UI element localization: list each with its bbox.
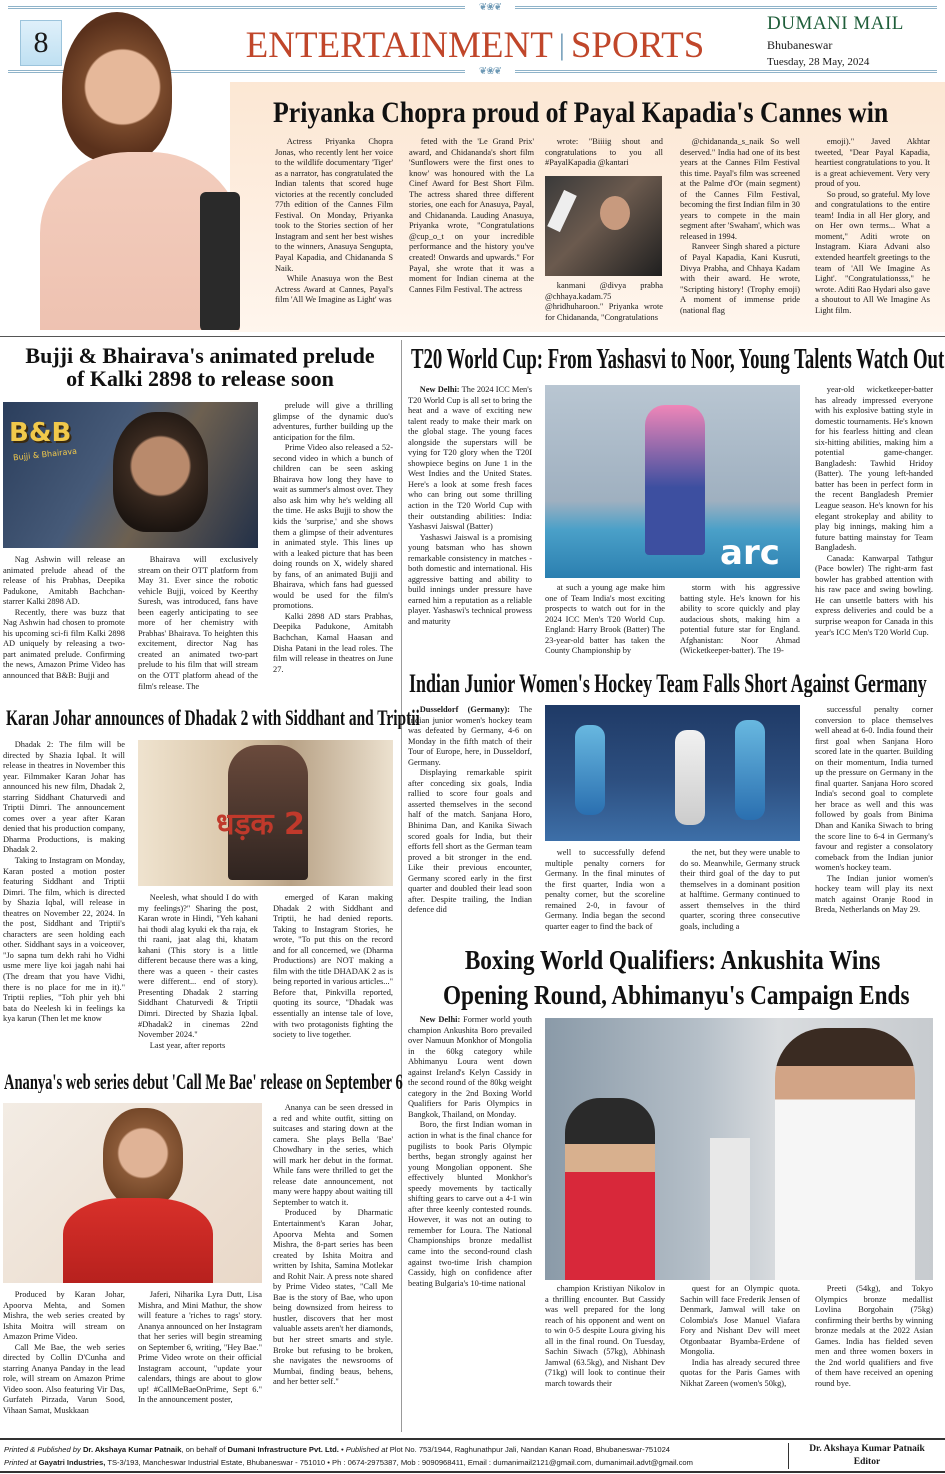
boxing-col-4 [815,1284,933,1432]
ananya-photo [3,1103,262,1283]
dhadak-title: धड़क 2 [216,807,305,842]
dateline: New Delhi: [419,385,460,394]
boxing-col-2 [545,1284,665,1432]
paragraph: emoji)." Javed Akhtar tweeted, "Dear Payal Kapadia, heartiest congratulations to you. It is a great achievement. Very very proud of you. [815,137,930,189]
footer-divider [788,1443,789,1469]
paragraph: champion Kristiyan Nikolov in a thrilling encounter. But Cassidy was well prepared for the long reach of his opponent and went on to win 0-5 despite Loura giving his all in the final round. On Tuesday, Sachin Siwach (57kg), Abhinash Jamwal (63.5kg), and Nishant Dev (71kg) will look to continue their march towards their [545,1284,665,1388]
paragraph: Nag Ashwin will release an animated prelude ahead of the release of his Prabhas, Deepika Padukone, Amitabh Bachchan-starrer Kalki 2898 AD. [3,555,125,607]
hockey-headline: Indian Junior Women's Hockey Team Falls Short Against Germany [409,670,927,698]
ananya-headline: Ananya's web series debut 'Call Me Bae' release on September 6 [4,1070,403,1094]
section-sports: SPORTS [570,25,705,66]
boxing-col-3 [680,1284,800,1432]
karan-col-1 [3,740,125,1064]
dhadak-poster [138,740,393,886]
karan-col-3 [273,893,393,1063]
t20-col-1: New Delhi: The 2024 ICC Men's T20 World Cup is all set to bring the heat and a wave of exciting new talent ready to make their mark on the global stage. The young faces alongside the superstars will be vying for T20 glory when the T20I showpiece begins on June 1 in the West Indies and the United States. Here's a look at some fresh faces who can bring out some thrilling action in the T20 World Cup with their outstanding abilities: India: Yashasvi Jaiswal (Batter) Yashaswi Jaiswal is a promising young batsman who has shown remarkable consistency in matches - both domestic and international. His aggressive batting and ability to build innings under pressure have earned him a reputation as a reliable player. Yashaswi's technical prowess and maturity [408,385,532,627]
dateline: New Delhi: [419,1015,461,1024]
paragraph: quest for an Olympic quota. Sachin will face Frederik Jensen of Denmark, Jamwal will take on Colombia's Jose Manuel Viafara Fory and Nishant Dev will meet Otgonbaatar Byamba-Erdene of Mongolia. [680,1284,800,1357]
paragraph: @chidananda_s_naik So well deserved." India had one of its best years at the Cannes Film Festival this time. Payal's film was screened at the Palme d'Or (main segment) of the Cannes Film Festival, becoming the first Indian film in 30 years to compete in the main segment after 'Swaham', which was released in 1994. [680,137,800,241]
footer-bottom-rule [0,1471,945,1473]
boxing-headline: Boxing World Qualifiers: Ankushita Wins Opening Round, Abhimanyu's Campaign Ends [442,945,910,1010]
paragraph: storm with his aggressive batting style. He's known for his ability to score quickly and play audacious shots, making him a potential future star for England. Afghanistan: Noor Ahmad (Wicketkeeper-batter). The 19- [680,583,800,656]
footer-rule [0,1438,945,1440]
paragraph: the net, but they were unable to do so. Meanwhile, Germany struck their third goal of the day to put themselves in a dominant position at halftime. Germany continued to assert themselves in the third quarter, scoring three consecutive goals, including a [680,848,800,931]
t20-col-3 [680,583,800,667]
section-title: ENTERTAINMENT | SPORTS [245,25,705,66]
paragraph: Recently, there was buzz that Nag Ashwin had chosen to promote his upcoming sci-fi film Kalki 2898 AD uniquely by releasing a two-part animated prelude. Confirming the news, Amazon Prime Video has announced that B&B: Bujji and [3,607,125,681]
payal-photo [545,176,662,276]
hockey-col-1: Dusseldorf (Germany): The Indian junior women's hockey team was defeated by Germany, 4-6 on Monday in the fifth match of their Tour of Europe, here, in Dusseldorf, Germany. Displaying remarkable spirit after conceding six goals, India rallied to score four goals and asserted themselves in the second half of the match. Sanjana Horo, Bhinima Dan, and Kanika Siwach scored goals for India, but their efforts fell short as the German team proved a bit stronger in the end. Like their previous encounter, Germany scored early in the first quarter and doubled their lead soon after. Despite trailing, the Indian defence did [408,705,532,915]
priyanka-col-2 [409,137,534,327]
hockey-col-4 [815,705,933,937]
paragraph: Jaferi, Niharika Lyra Dutt, Lisa Mishra, and Mini Mathur, the show will feature a 'riches to rags' story. Ananya announced on her Instagram that her series will begin streaming on September 6, writing, "Hey Bae." Prime Video wrote on their official Instagram account, "update your calendars, things are about to glow up! #CallMeBaeOnPrime, Sept 6." In the announcement poster, [138,1290,262,1405]
section-entertainment: ENTERTAINMENT [245,25,553,66]
bb-logo: B&B [9,418,72,448]
paragraph: Ananya can be seen dressed in a red and white outfit, sitting on suitcases and staring down at the camera. She plays Bella 'Bae' Chowdhary in the series, which will mark her debut in the format. While fans were thrilled to get the release date announcement, not many were happy about waiting till September to watch it. [273,1103,393,1207]
paragraph: kanmani @divya prabha @chhaya.kadam.75 @hridhuharoon." Priyanka wrote for Chidananda, "Congratulations [545,281,663,322]
editor-title: Editor [853,1457,881,1467]
paragraph: Ranveer Singh shared a picture of Payal Kapadia, Kani Kusruti, Divya Prabha, and Chhaya Kadam with their award. He wrote, "Scripting history! (Trophy emoji) A moment of immense pride (national flag [680,242,800,315]
karan-col-2 [138,893,258,1063]
paragraph: Dhadak 2: The film will be directed by Shazia Iqbal. It will release in theatres in November this year. Filmmaker Karan Johar has announced his new film, Dhadak 2, starring Siddhant Chaturvedi and Triptii Dimri. The announcement comes over a year after Karan denied that his production company, Dharma Productions, is making Dhadak 2. [3,740,125,855]
imprint: Printed & Published by Dr. Akshaya Kumar Patnaik, on behalf of Dumani Infrastructure Pvt. Ltd. • Published at Plot No. 753/1944, Raghunathpur Jali, Nandan Kanan Road, Bhubaneswar-751024 Printed at Gayatri Industries, TS-3/193, Mancheswar Industrial Estate, Bhubaneswar - 751010 • Ph : 0674-2975387, Mob : 9090968411, Email : dumanimail2121@gmail.com, dumanimail.advt@gmail.com [4,1445,693,1467]
dateline: Dusseldorf (Germany): [419,705,510,714]
paragraph: The Indian junior women's hockey team will play its next match against Oranje Rood in Breda, Netherlands on May 29. [815,873,933,915]
priyanka-col-3b [545,281,663,327]
paragraph: Bhairava will exclusively stream on their OTT platform from May 31. Ever since the robotic vehicle Bujji, voiced by Keerthy Suresh, was introduced, fans have been eagerly anticipating to see more of her chemistry with Prabhas' Bhairava. To heighten this excitement, director Nag has created an animated two-part prelude to his film that will stream on the OTT platform ahead of the film's release. The [138,555,258,691]
t20-col-2 [545,583,665,667]
bb-logo-sub: Bujji & Bhairava [12,446,78,463]
paragraph: Canada: Kanwarpal Tathgur (Pace bowler) The right-arm fast bowler has grabbed attention with his raw pace and swing bowling. He can unsettle batters with his express deliveries and could be a surprise weapon for Canada in this year's ICC Men's T20 World Cup. [815,553,933,637]
paragraph: Neelesh, what should I do with my feelings)?" Sharing the post, Karan wrote in Hindi, "Yeh kahani hai thodi alag kyuki ek tha raja, ek thi raani, jaat alag thi, khatam kahani (This story is a little different because there was a king, there was a queen - their castes were different... end of story). Presenting Dhadak 2 starring Siddhant Chaturvedi & Triptii Dimri. Directed by Shazia Iqbal. #Dhadak2 in cinemas 22nd November 2024." [138,893,258,1040]
paragraph: Produced by Karan Johar, Apoorva Mehta, and Somen Mishra, the web series created by Ishita Moitra will stream on Amazon Prime Video. [3,1290,125,1342]
paragraph: emerged of Karan making Dhadak 2 with Siddhant and Triptii, he had denied reports. Taking to Instagram Stories, he wrote, "To put this on the record and for all concerned, we (Dharma Productions) are NOT making a film with the title DHADAK 2 as is being reported in various articles..." Before that, Pinkvilla reported, quoting its source, "Dhadak was essentially an intense tale of love, with two protagonists fighting the society to live together. [273,893,393,1040]
page-number: 8 [20,20,62,66]
priyanka-col-5 [815,137,930,327]
paragraph: feted with the 'Le Grand Prix' award, and Chidananda's short film 'Sunflowers were the first ones to know' was honoured with the La Cinef Award for Best Short Film. The actress shared three different stories, one each for Anasuya, Payal, and Chidananda. Lauding Anasuya, Priyanka wrote, "Congratulations @cup_o_t on your incredible performance and the history you've created! Onwards and upwards." For Payal, she wrote that it was a moment for Indian cinema at the Cannes Film Festival. The actress [409,137,534,294]
hockey-col-3 [680,848,800,937]
boxing-photo [545,1018,933,1280]
paragraph: Last year, after reports [149,1040,226,1050]
paragraph: Actress Priyanka Chopra Jonas, who recently lent her voice to the wildlife documentary 'Tiger' as a narrator, has congratulated the Indian talents that scored huge victories at the recently concluded 77th edition of the Cannes Film Festival. On Monday, Priyanka took to the Stories section of her Instagram and sent her best wishes to the winners, Anasuya Sengupta, Payal Kapadia, and Chidananda S Naik. [275,137,393,273]
hockey-photo [545,705,800,841]
column-divider [401,340,402,1432]
paragraph: wrote: "Biiiig shout and congratulations to you all #PayalKapadia @kantari [545,137,663,168]
priyanka-photo [30,12,270,330]
ananya-col-2 [138,1290,262,1432]
paragraph: well to successfully defend multiple penalty corners for Germany. In the final minutes of the first quarter, India won a penalty corner, but the scoreline remained 2-0, in favour of Germany. India began the second quarter eager to find the back of [545,848,665,931]
ananya-col-3 [273,1103,393,1433]
priyanka-col-4 [680,137,800,327]
paragraph: Produced by Dharmatic Entertainment's Karan Johar, Apoorva Mehta and Somen Mishra, the 8-part series has been created by Ishita Moitra and written by Ishita, Samina Motlekar and Rohit Nair. A press note shared by Prime Video states, "Call Me Bae is the story of Bae, who upon being downsized from heiress to hustler, discovers that her most valuable assets aren't her diamonds, but her street smarts and style. Broke but refusing to be broken, she navigates the newsrooms of Mumbai, finding beaus, behens, and her better self." [273,1208,393,1387]
paragraph: Taking to Instagram on Monday, Karan posted a motion poster featuring Siddhant and Triptii Dimri. The film, which is directed by Shazia Iqbal, will release in theatres on November 22, 2024. In the post, Siddhant and Triptii's characters are seen holding each other. Siddhant says in a voiceover, "Jo sapna tum dekh rahi ho Vidhi usme mere liye koi jagah nahi hai (The dream that you have Vidhi, there is no place for me in it)." Triptii replies, "Toh phir yeh bhi bata do Neelesh ki in feelings ka kya karun (Then let me know [3,856,125,1024]
t20-col-4 [815,385,933,667]
divider [0,336,945,337]
bujji-col-3 [273,401,393,701]
paper-name: DUMANI MAIL [767,13,904,34]
bujji-photo [3,402,258,548]
bujji-col-1 [3,555,125,701]
paragraph: year-old wicketkeeper-batter has already impressed everyone with his explosive batting style in domestic tournaments. He's known for his fearless hitting and clean six-hitting abilities, making him a potential game-changer. Bangladesh: Tawhid Hridoy (Batter). The young left-handed batter has been in perfect form in the recent Bangladesh Premier League season. He's known for his elegant strokeplay and ability to play big innings, making him a future batting mainstay for Team Bangladesh. [815,385,933,553]
editor-name: Dr. Akshaya Kumar Patnaik [809,1444,925,1454]
ornament-top: ❦❀❦ [465,2,515,12]
photo-banner-text: arc [720,533,780,573]
priyanka-headline: Priyanka Chopra proud of Payal Kapadia's Cannes win [273,97,889,129]
paragraph: Call Me Bae, the web series directed by Collin D'Cunha and starring Ananya Panday in the lead role, will stream on Amazon Prime Video soon. Also featuring Vir Das, Gurfateh Pirzada, Varun Sood, Vihaan Samat, Muskkaan [3,1342,125,1416]
city: Bhubaneswar [767,38,833,52]
bujji-headline: Bujji & Bhairava's animated prelude of Kalki 2898 to release soon [25,344,375,391]
jaiswal-photo [545,385,800,578]
date: Tuesday, 28 May, 2024 [767,56,870,68]
paragraph: So proud, so grateful. My love and congratulations to the entire team! India in all Her glory, and on Her own terms... What a moment," Aditi wrote on Instagram. Kiara Advani also extended heartfelt greetings to the team of 'All We Imagine As Light'. "Congratulationsss," he wrote. Aditi Rao Hydari also gave a shoutout to All We Imagine As Light film. [815,189,930,315]
paragraph: Preeti (54kg), and Tokyo Olympics bronze medallist Lovlina Borgohain (75kg) confirming their berths by winning bronze medals at the 2022 Asian Games. India has fielded seven men and three women boxers in the 2nd world qualifiers and five of them have received an opening round bye. [815,1284,933,1388]
paragraph: at such a young age make him one of Team India's most exciting prospects to watch out for in the 2024 ICC Men's T20 World Cup. England: Harry Brook (Batter) The 23-year-old batter has taken the County Championship by [545,583,665,656]
hockey-col-2 [545,848,665,937]
ananya-col-1 [3,1290,125,1432]
priyanka-col-1 [275,137,393,327]
editor-block [792,1443,942,1469]
paragraph: Prime Video also released a 52-second video in which a bunch of children can be seen asking Bhairava how long they have to wait as summer's almost over. They also ask him why he's welding all the time. He asks Bujji to show the kids the 'surprise,' and she shows them a glimpse of their adventures in animated style. This lines up with a leaked picture that has been doing rounds on X, widely shared by fans, of an animated Bujji and Bhairava, which fans had guessed would be used for the film's promotions. [273,443,393,611]
paragraph: While Anasuya won the Best Actress Award at Cannes, Payal's film 'All We Imagine as Light' was [275,274,393,305]
t20-headline: T20 World Cup: From Yashasvi to Noor, Young Talents Watch Out [411,345,945,375]
paragraph: Kalki 2898 AD stars Prabhas, Deepika Padukone, Amitabh Bachchan, Kamal Haasan and Disha Patani in the lead roles. The film will release in theatres on June 27. [273,611,393,674]
karan-headline: Karan Johar announces of Dhadak 2 with Siddhant and Triptii [6,706,420,730]
boxing-col-1: New Delhi: Former world youth champion Ankushita Boro prevailed over Namuun Monkhor of Mongolia in the 60kg category while Abhimanyu Loura went down against Ireland's Kelyn Cassidy in the second round of the 80kg weight category in the 2nd Boxing World Qualifiers for Paris Olympics in Bangkok, Thailand, on Monday. Boro, the first Indian woman in action in what is the final chance for pugilists to book Paris Olympic berths, began strongly against her young Mongolian opponent. She effectively blunted Monkhor's speedy movements by tactically shifting gears to carve out a 4-1 win after three keenly contested rounds. However, it was not an outing to remember for Loura. The National Championships bronze medallist came into the second-round clash against two-time Irish champion Cassidy, high on confidence after beating Bulgaria's 10-time national [408,1015,532,1288]
paragraph: prelude will give a thrilling glimpse of the dynamic duo's adventures, further building up the anticipation for the film. [273,401,393,442]
priyanka-col-3a [545,137,663,171]
bujji-col-2 [138,555,258,701]
paragraph: successful penalty corner conversion to place themselves well ahead at 6-0. India found their first goal when Sanjana Horo scored late in the quarter. Building on their momentum, India turned up the pressure on Germany in the final quarter. Sanjana Horo scored India's second goal to complete her brace as well and this was followed by goals from Binima Dhan and Kanika Siwach to bring the score line to 6-4 in Germany's favour and register a consolatory comeback from the Indian junior women's hockey team. [815,705,933,873]
paragraph: India has already secured three quotas for the Paris Games with Nikhat Zareen (women's 50kg), [680,1357,800,1388]
ornament-bottom: ❦❀❦ [465,66,515,76]
